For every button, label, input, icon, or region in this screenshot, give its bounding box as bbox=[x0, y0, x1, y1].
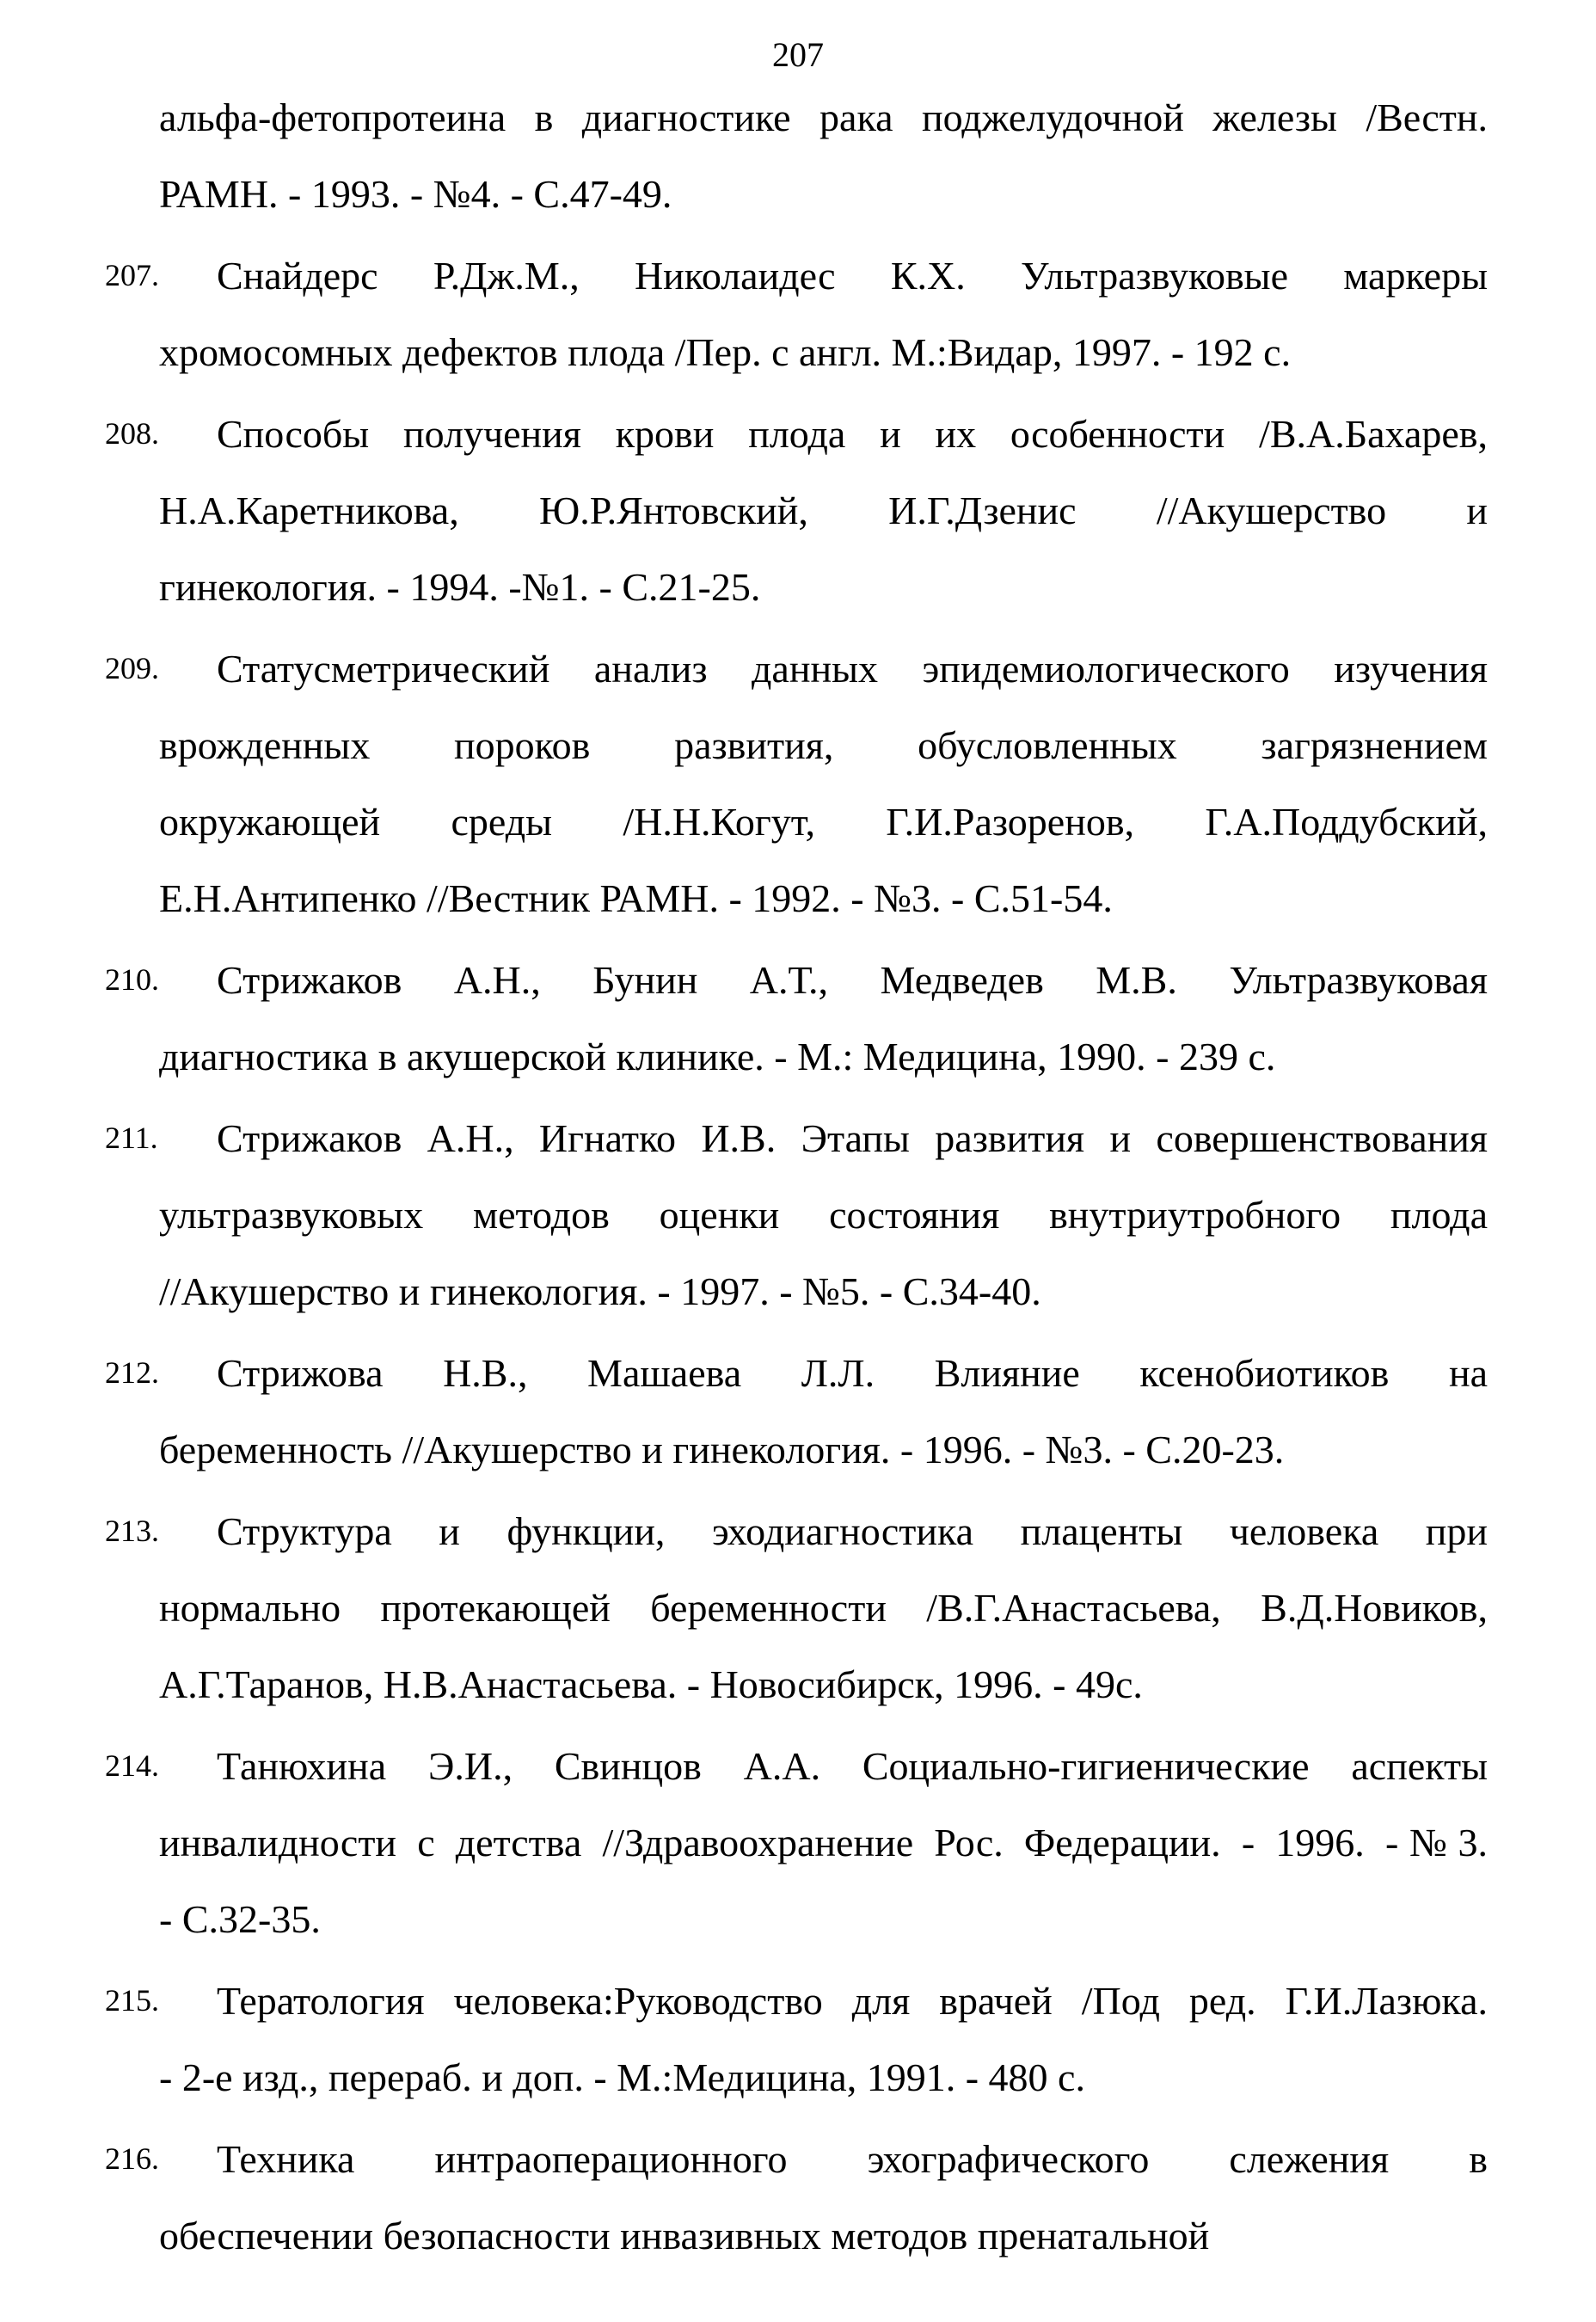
reference-line: - С.32-35. bbox=[159, 1897, 321, 1941]
reference-item bbox=[105, 1728, 1488, 1957]
reference-line: Техника интраоперационного эхографического слежения в bbox=[217, 2137, 1488, 2181]
reference-number: 215. bbox=[105, 1983, 159, 2018]
reference-item bbox=[105, 2121, 1488, 2274]
reference-line: Статусметрический анализ данных эпидемиологического изучения bbox=[217, 647, 1488, 691]
reference-item bbox=[105, 1493, 1488, 1723]
reference-number: 212. bbox=[105, 1355, 159, 1390]
reference-line: А.Г.Таранов, Н.В.Анастасьева. - Новосибирск, 1996. - 49с. bbox=[159, 1662, 1143, 1706]
reference-number: 216. bbox=[105, 2141, 159, 2176]
reference-line: Способы получения крови плода и их особенности /В.А.Бахарев, bbox=[217, 412, 1488, 456]
reference-line: Танюхина Э.И., Свинцов А.А. Социально-гигиенические аспекты bbox=[217, 1744, 1488, 1788]
reference-line: обеспечении безопасности инвазивных методов пренатальной bbox=[159, 2214, 1210, 2258]
reference-number: 214. bbox=[105, 1748, 159, 1783]
reference-line: инвалидности с детства //Здравоохранение Рос. Федерации. - 1996. -№3. bbox=[159, 1821, 1488, 1864]
reference-line: Структура и функции, эходиагностика плаценты человека при bbox=[217, 1509, 1488, 1553]
reference-number: 211. bbox=[105, 1121, 158, 1155]
reference-line: Стрижаков А.Н., Бунин А.Т., Медведев М.В. Ультразвуковая bbox=[217, 958, 1488, 1002]
reference-line: хромосомных дефектов плода /Пер. с англ. М.:Видар, 1997. - 192 с. bbox=[159, 330, 1292, 374]
reference-line: беременность //Акушерство и гинекология. - 1996. - №3. - С.20-23. bbox=[159, 1428, 1285, 1471]
reference-number: 210. bbox=[105, 962, 159, 997]
reference-line: Стрижаков А.Н., Игнатко И.В. Этапы развития и совершенствования bbox=[217, 1116, 1488, 1160]
reference-line: гинекология. - 1994. -№1. - С.21-25. bbox=[159, 565, 761, 609]
reference-line: РАМН. - 1993. - №4. - С.47-49. bbox=[159, 172, 672, 216]
reference-line: альфа-фетопротеина в диагностике рака поджелудочной железы /Вестн. bbox=[159, 95, 1488, 139]
reference-line: Стрижова Н.В., Машаева Л.Л. Влияние ксенобиотиков на bbox=[217, 1351, 1488, 1395]
reference-line: окружающей среды /Н.Н.Когут, Г.И.Разоренов, Г.А.Поддубский, bbox=[159, 800, 1488, 844]
reference-list bbox=[105, 79, 1488, 2279]
reference-item bbox=[105, 237, 1488, 390]
reference-line: Снайдерс Р.Дж.М., Николаидес К.Х. Ультразвуковые маркеры bbox=[217, 254, 1488, 298]
reference-line: ультразвуковых методов оценки состояния внутриутробного плода bbox=[159, 1193, 1488, 1237]
page-number: 207 bbox=[772, 35, 824, 74]
reference-item bbox=[159, 79, 1488, 232]
reference-item bbox=[105, 1335, 1488, 1488]
reference-item bbox=[105, 942, 1488, 1095]
reference-line: диагностика в акушерской клинике. - М.: Медицина, 1990. - 239 с. bbox=[159, 1035, 1276, 1078]
reference-line: Н.А.Каретникова, Ю.Р.Янтовский, И.Г.Дзенис //Акушерство и bbox=[159, 488, 1488, 532]
reference-line: Тератология человека:Руководство для врачей /Под ред. Г.И.Лазюка. bbox=[217, 1979, 1488, 2023]
reference-number: 209. bbox=[105, 651, 159, 685]
reference-number: 208. bbox=[105, 416, 159, 451]
reference-number: 207. bbox=[105, 258, 159, 292]
reference-line: //Акушерство и гинекология. - 1997. - №5. - С.34-40. bbox=[159, 1269, 1041, 1313]
reference-item bbox=[105, 396, 1488, 625]
reference-item bbox=[105, 1963, 1488, 2116]
reference-line: - 2-е изд., перераб. и доп. - М.:Медицина, 1991. - 480 с. bbox=[159, 2055, 1085, 2099]
reference-item bbox=[105, 1100, 1488, 1330]
reference-number: 213. bbox=[105, 1514, 159, 1548]
reference-line: нормально протекающей беременности /В.Г.Анастасьева, В.Д.Новиков, bbox=[159, 1586, 1488, 1630]
reference-line: врожденных пороков развития, обусловленных загрязнением bbox=[159, 723, 1488, 767]
reference-line: Е.Н.Антипенко //Вестник РАМН. - 1992. - №3. - С.51-54. bbox=[159, 876, 1113, 920]
reference-item bbox=[105, 630, 1488, 937]
